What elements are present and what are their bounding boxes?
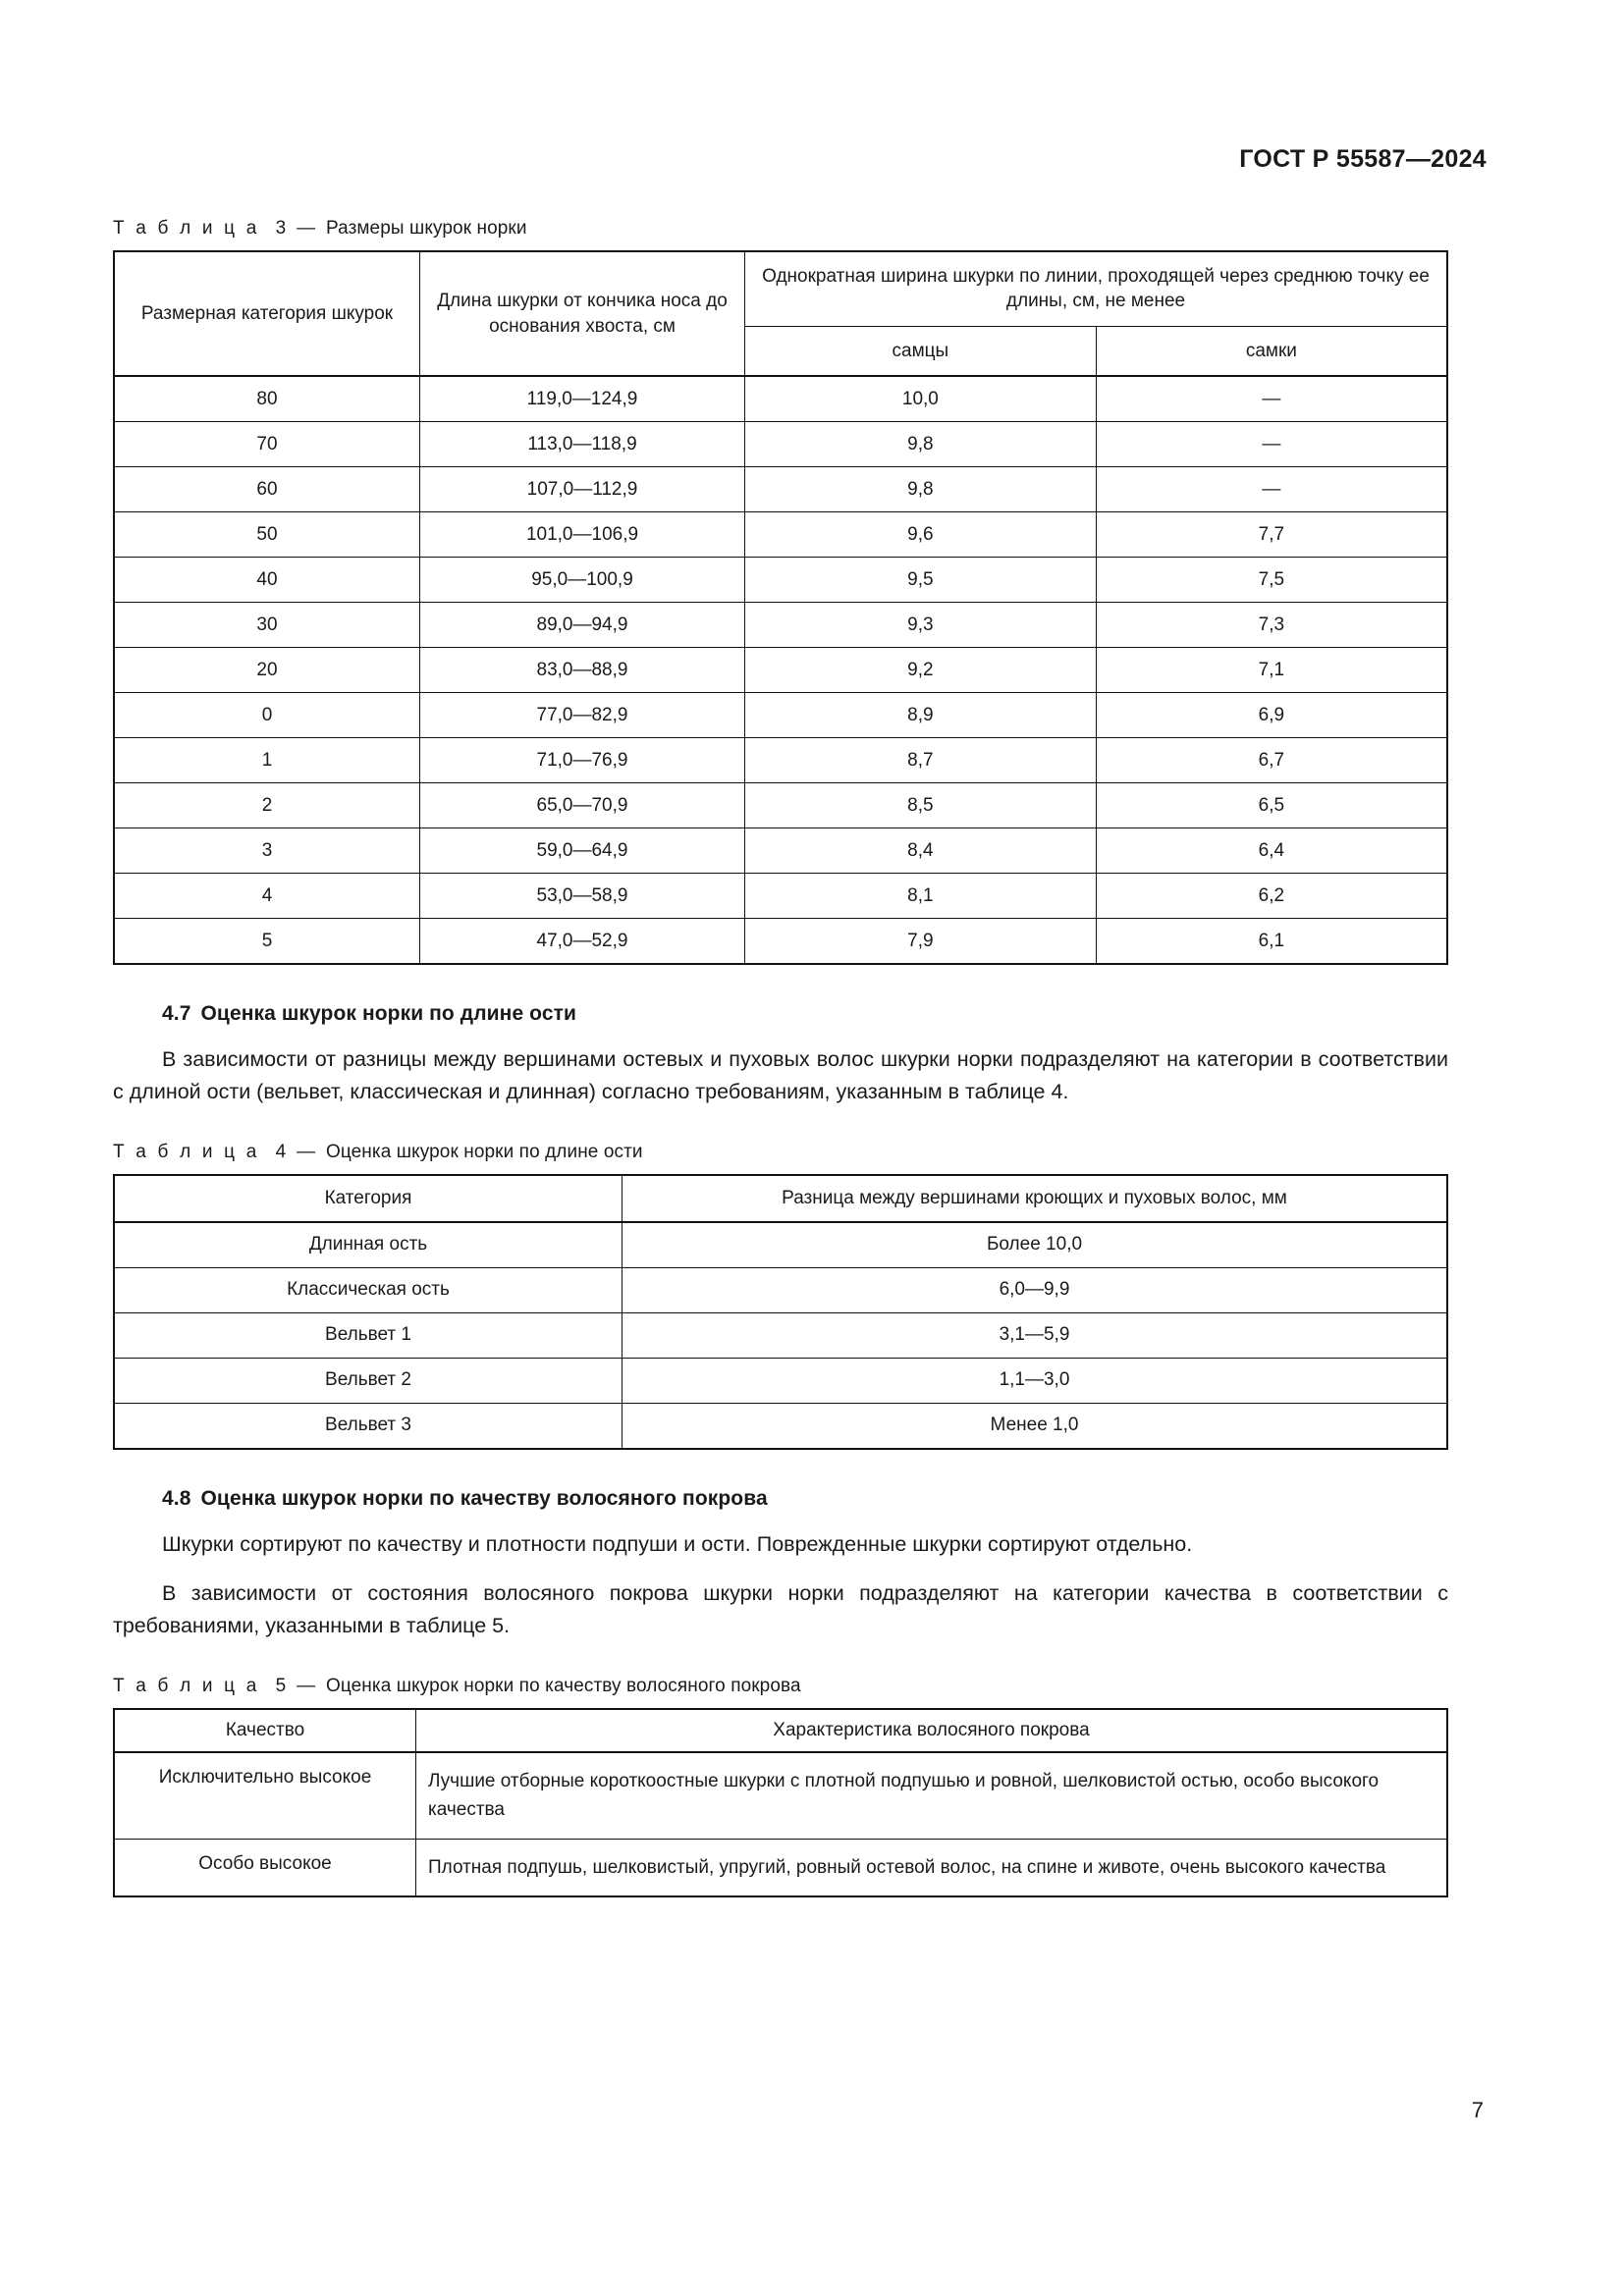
table-row — [114, 1222, 1447, 1268]
table3-caption-label: Т а б л и ц а — [113, 218, 260, 239]
table5-caption-dash: — — [297, 1675, 316, 1696]
table3-header-row-1 — [114, 251, 1447, 326]
table-row — [114, 467, 1447, 512]
section-4-8-paragraph-2: В зависимости от состояния волосяного покрова шкурки норки подразделяют на категории качества в соответствии с требованиями, указанными в таблице 5. — [113, 1581, 1448, 1638]
table5-header-description: Характеристика волосяного покрова — [416, 1709, 1448, 1752]
cell-female: — — [1096, 422, 1447, 467]
table-row — [114, 783, 1447, 828]
table3-caption-number: 3 — [275, 218, 287, 239]
table4-body — [114, 1222, 1447, 1449]
cell-female: 6,2 — [1096, 874, 1447, 919]
cell-male: 8,4 — [745, 828, 1097, 874]
table3-header-female: самки — [1096, 326, 1447, 376]
table4-caption-label: Т а б л и ц а — [113, 1141, 260, 1162]
table3-header-category: Размерная категория шкурок — [114, 251, 420, 376]
cell-female: — — [1096, 467, 1447, 512]
table3-header-width-group: Однократная ширина шкурки по линии, проходящей через среднюю точку ее длины, см, не менее — [745, 251, 1448, 326]
cell-category: 3 — [114, 828, 420, 874]
table3-body — [114, 376, 1447, 964]
cell-male: 10,0 — [745, 376, 1097, 422]
cell-category: 5 — [114, 919, 420, 965]
table3-header-length: Длина шкурки от кончика носа до основания хвоста, см — [420, 251, 745, 376]
cell-category: Классическая ость — [114, 1267, 623, 1312]
cell-category: Вельвет 3 — [114, 1403, 623, 1449]
table-row — [114, 648, 1447, 693]
cell-description: Плотная подпушь, шелковистый, упругий, ровный остевой волос, на спине и животе, очень высокого качества — [416, 1839, 1448, 1896]
cell-female: 7,3 — [1096, 603, 1447, 648]
table4-header-difference: Разница между вершинами кроющих и пуховых волос, мм — [623, 1175, 1448, 1222]
cell-male: 9,3 — [745, 603, 1097, 648]
cell-length: 53,0—58,9 — [420, 874, 745, 919]
cell-length: 113,0—118,9 — [420, 422, 745, 467]
table-row — [114, 376, 1447, 422]
table5-header-row — [114, 1709, 1447, 1752]
table-row — [114, 919, 1447, 965]
cell-female: 6,9 — [1096, 693, 1447, 738]
cell-male: 7,9 — [745, 919, 1097, 965]
table-row — [114, 874, 1447, 919]
standard-identifier: ГОСТ Р 55587—2024 — [1239, 145, 1487, 173]
cell-male: 9,5 — [745, 558, 1097, 603]
table4-caption-dash: — — [297, 1141, 316, 1162]
table4-caption — [113, 1142, 1448, 1163]
cell-male: 9,6 — [745, 512, 1097, 558]
cell-difference: 1,1—3,0 — [623, 1358, 1448, 1403]
cell-length: 101,0—106,9 — [420, 512, 745, 558]
cell-male: 8,1 — [745, 874, 1097, 919]
table5-caption — [113, 1676, 1448, 1697]
cell-female: — — [1096, 376, 1447, 422]
cell-category: Длинная ость — [114, 1222, 623, 1268]
cell-difference: Менее 1,0 — [623, 1403, 1448, 1449]
cell-female: 6,7 — [1096, 738, 1447, 783]
table5-caption-label: Т а б л и ц а — [113, 1675, 260, 1696]
cell-length: 95,0—100,9 — [420, 558, 745, 603]
page-number: 7 — [1471, 2098, 1484, 2122]
table3-head — [114, 251, 1447, 376]
cell-male: 9,8 — [745, 467, 1097, 512]
cell-female: 6,5 — [1096, 783, 1447, 828]
cell-length: 47,0—52,9 — [420, 919, 745, 965]
cell-difference: Более 10,0 — [623, 1222, 1448, 1268]
section-heading-4-8 — [162, 1487, 1448, 1511]
table-row — [114, 603, 1447, 648]
table-row — [114, 422, 1447, 467]
cell-length: 89,0—94,9 — [420, 603, 745, 648]
table-row — [114, 1267, 1447, 1312]
cell-female: 7,5 — [1096, 558, 1447, 603]
section-title-4-8: Оценка шкурок норки по качеству волосяного покрова — [200, 1486, 768, 1510]
cell-length: 65,0—70,9 — [420, 783, 745, 828]
section-4-7-paragraph: В зависимости от разницы между вершинами остевых и пуховых волос шкурки норки подразделяют на категории в соответствии с длиной ости (вельвет, классическая и длинная) согласно требованиям, указанным в таблице 4. — [113, 1047, 1448, 1104]
cell-category: 80 — [114, 376, 420, 422]
cell-female: 7,7 — [1096, 512, 1447, 558]
table5-body — [114, 1752, 1447, 1896]
table-row — [114, 738, 1447, 783]
table4-header-row — [114, 1175, 1447, 1222]
cell-female: 7,1 — [1096, 648, 1447, 693]
cell-category: 30 — [114, 603, 420, 648]
cell-category: Вельвет 2 — [114, 1358, 623, 1403]
cell-category: 20 — [114, 648, 420, 693]
cell-quality: Исключительно высокое — [114, 1752, 416, 1839]
table3-caption-title: Размеры шкурок норки — [325, 218, 527, 239]
cell-category: 60 — [114, 467, 420, 512]
table-row — [114, 512, 1447, 558]
section-title-4-7: Оценка шкурок норки по длине ости — [200, 1002, 576, 1026]
cell-length: 59,0—64,9 — [420, 828, 745, 874]
table4-caption-title: Оценка шкурок норки по длине ости — [325, 1141, 643, 1162]
cell-category: 1 — [114, 738, 420, 783]
cell-difference: 6,0—9,9 — [623, 1267, 1448, 1312]
cell-length: 71,0—76,9 — [420, 738, 745, 783]
cell-category: 4 — [114, 874, 420, 919]
cell-female: 6,1 — [1096, 919, 1447, 965]
section-4-8-paragraph-1: Шкурки сортируют по качеству и плотности подпуши и ости. Поврежденные шкурки сортируют отдельно. — [162, 1531, 1193, 1556]
cell-male: 9,2 — [745, 648, 1097, 693]
table5-header-quality: Качество — [114, 1709, 416, 1752]
table5-head — [114, 1709, 1447, 1752]
table-row — [114, 693, 1447, 738]
table-row — [114, 1839, 1447, 1896]
cell-length: 119,0—124,9 — [420, 376, 745, 422]
section-number-4-7: 4.7 — [162, 1002, 191, 1026]
cell-female: 6,4 — [1096, 828, 1447, 874]
page-content — [113, 218, 1448, 1897]
cell-length: 83,0—88,9 — [420, 648, 745, 693]
table-guard-hair-length — [113, 1174, 1448, 1450]
table3-caption — [113, 218, 1448, 240]
table-row — [114, 828, 1447, 874]
section-heading-4-7 — [162, 1002, 1448, 1026]
table3-caption-dash: — — [297, 218, 316, 239]
cell-category: Вельвет 1 — [114, 1312, 623, 1358]
cell-male: 8,5 — [745, 783, 1097, 828]
table3-header-male: самцы — [745, 326, 1097, 376]
table-skin-sizes — [113, 250, 1448, 965]
cell-category: 40 — [114, 558, 420, 603]
cell-male: 8,7 — [745, 738, 1097, 783]
cell-length: 77,0—82,9 — [420, 693, 745, 738]
section-number-4-8: 4.8 — [162, 1486, 191, 1510]
cell-category: 50 — [114, 512, 420, 558]
table-row — [114, 558, 1447, 603]
table-row — [114, 1312, 1447, 1358]
table-coat-quality — [113, 1708, 1448, 1897]
table4-head — [114, 1175, 1447, 1222]
table-row — [114, 1358, 1447, 1403]
cell-description: Лучшие отборные короткоостные шкурки с плотной подпушью и ровной, шелковистой остью, особо высокого качества — [416, 1752, 1448, 1839]
table5-caption-title: Оценка шкурок норки по качеству волосяного покрова — [325, 1675, 801, 1696]
table5-caption-number: 5 — [275, 1675, 287, 1696]
table4-header-category: Категория — [114, 1175, 623, 1222]
cell-length: 107,0—112,9 — [420, 467, 745, 512]
cell-category: 0 — [114, 693, 420, 738]
cell-quality: Особо высокое — [114, 1839, 416, 1896]
cell-difference: 3,1—5,9 — [623, 1312, 1448, 1358]
table4-caption-number: 4 — [275, 1141, 287, 1162]
table-row — [114, 1403, 1447, 1449]
cell-category: 2 — [114, 783, 420, 828]
cell-male: 8,9 — [745, 693, 1097, 738]
cell-category: 70 — [114, 422, 420, 467]
cell-male: 9,8 — [745, 422, 1097, 467]
table-row — [114, 1752, 1447, 1839]
